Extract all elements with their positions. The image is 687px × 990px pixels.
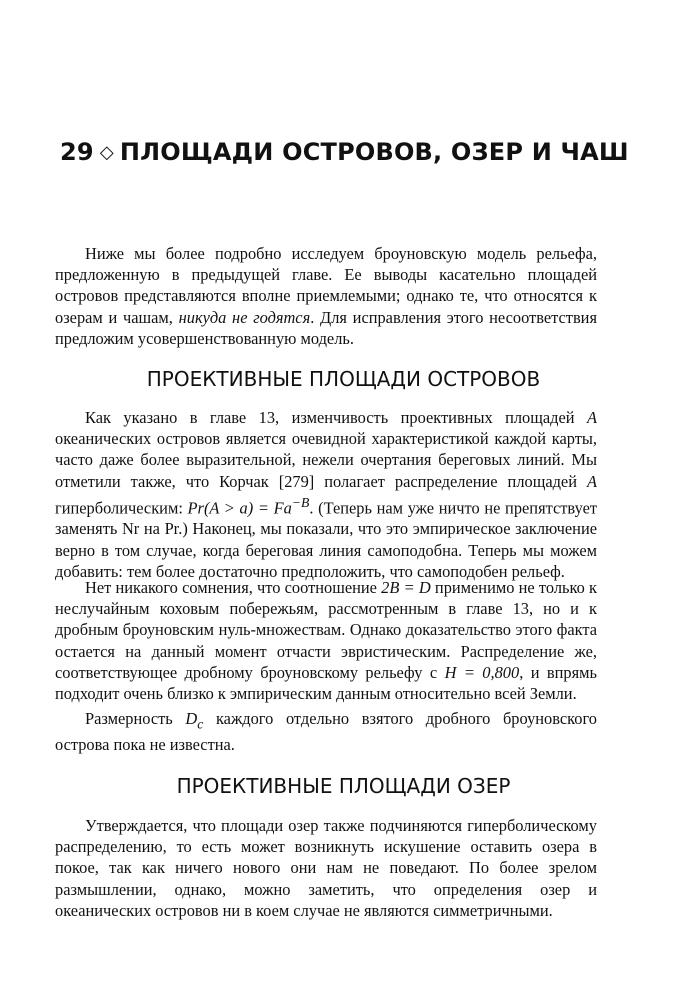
section-heading-lakes: ПРОЕКТИВНЫЕ ПЛОЩАДИ ОЗЕР [176, 774, 511, 798]
intro-emphasis: никуда не годятся [178, 307, 311, 327]
chapter-title [60, 138, 660, 166]
formula: Pr(A > a) = Fa [187, 498, 292, 518]
intro-text-1: Ниже мы более подробно исследуем броуновскую модель рельефа, предложенную в предыдущей главе. Ее выводы касательно площадей островов представляются вполне приемлемыми; однако те, что относятся к озерам и чашам, [55, 244, 597, 327]
text: каждого отдельно взятого дробного броуновского острова пока не известна. [55, 709, 597, 755]
chapter-number: 29 [60, 138, 94, 166]
formula: 2B = D [381, 578, 431, 597]
chapter-title-text: ПЛОЩАДИ ОСТРОВОВ, ОЗЕР И ЧАШ [119, 138, 629, 166]
text: Размерность [85, 709, 186, 728]
formula-exponent: −B [291, 494, 310, 510]
text: Нет никакого сомнения, что соотношение [85, 578, 382, 597]
text: применимо не только к неслучайным коховым побережьям, рассмотренным в главе 13, но и к дробным броуновским нуль-множествам. Однако доказательство этого факта остается на данный момент отчасти эвристическим. Распределение же, соответствующее дробному броуновскому рельефу с [55, 578, 597, 682]
intro-paragraph [55, 243, 597, 349]
islands-paragraph-1 [55, 407, 597, 582]
math-var: A [586, 471, 597, 491]
section-heading-islands: ПРОЕКТИВНЫЕ ПЛОЩАДИ ОСТРОВОВ [146, 367, 541, 391]
lakes-paragraph-1: Утверждается, что площади озер также подчиняются гиперболическому распределению, то есть может возникнуть искушение оставить озера в покое, так как ничего нового они нам не поведают. По более зрелом размышлении, однако, можно заметить, что определения озер и океанических островов ни в коем случае не являются симметричными. [55, 816, 597, 920]
islands-paragraph-2 [55, 577, 597, 704]
math-subscript: c [197, 716, 204, 732]
intro-text-2: . Для исправления этого несоответствия предложим усовершенствованную модель. [55, 307, 597, 348]
math-var: D [185, 709, 198, 728]
text: гиперболическим: [55, 498, 188, 518]
formula: H = 0,800 [444, 662, 520, 682]
text: , и впрямь подходит очень близко к эмпирическим данным относительно всей Земли. [55, 662, 597, 704]
text: . (Теперь нам уже ничто не препятствует заменять Nr на Pr.) Наконец, мы показали, что это эмпирическое заключение верно в том случае, когда береговая линия самоподобна. Теперь мы можем добавить: тем более достаточно предположить, что самоподобен рельеф. [55, 498, 598, 581]
math-var: A [586, 408, 597, 427]
text: океанических островов является очевидной характеристикой каждой карты, часто даже более выразительной, нежели очертания береговых линий. Мы отметили также, что Корчак [279] полагает распределение площадей [55, 429, 597, 491]
text: Как указано в главе 13, изменчивость проективных площадей [85, 408, 587, 427]
diamond-icon: ◇ [99, 142, 114, 163]
islands-paragraph-3 [55, 708, 597, 756]
